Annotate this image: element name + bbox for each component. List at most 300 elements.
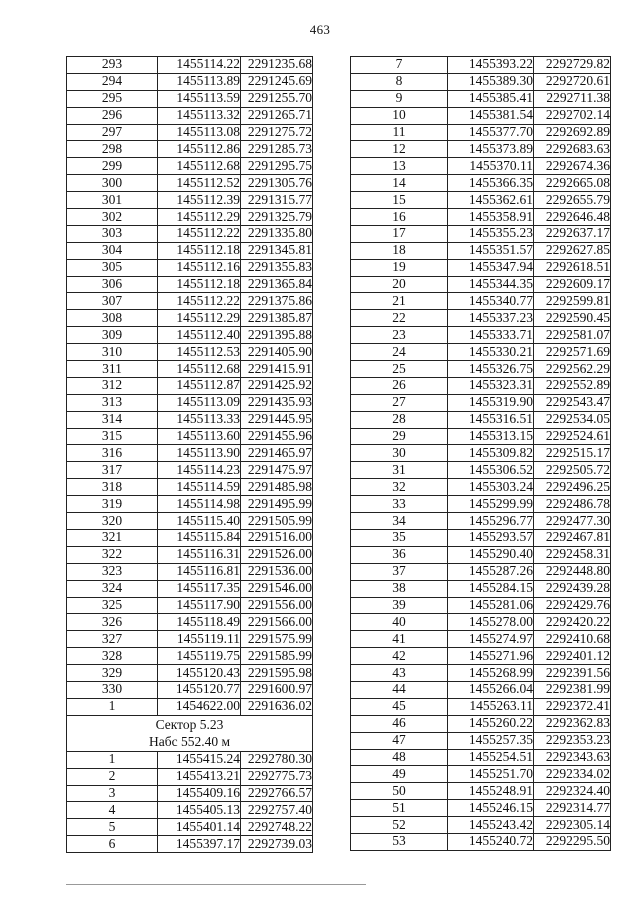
y-coordinate-cell: 2292627.85 (534, 242, 611, 259)
table-row (67, 751, 313, 768)
point-number-cell: 324 (67, 580, 158, 597)
y-coordinate-cell: 2292766.57 (241, 785, 313, 802)
x-coordinate-cell: 1455393.22 (448, 57, 534, 74)
point-number-cell: 28 (351, 411, 448, 428)
x-coordinate-cell: 1454622.00 (158, 698, 241, 715)
point-number-cell: 302 (67, 209, 158, 226)
x-coordinate-cell: 1455112.53 (158, 344, 241, 361)
y-coordinate-cell: 2292665.08 (534, 175, 611, 192)
y-coordinate-cell: 2292748.22 (241, 819, 313, 836)
table-row (67, 293, 313, 310)
x-coordinate-cell: 1455257.35 (448, 732, 534, 749)
table-row (67, 665, 313, 682)
y-coordinate-cell: 2292562.29 (534, 361, 611, 378)
point-number-cell: 326 (67, 614, 158, 631)
x-coordinate-cell: 1455112.16 (158, 259, 241, 276)
x-coordinate-cell: 1455405.13 (158, 802, 241, 819)
y-coordinate-cell: 2291575.99 (241, 631, 313, 648)
x-coordinate-cell: 1455303.24 (448, 479, 534, 496)
y-coordinate-cell: 2291495.99 (241, 496, 313, 513)
point-number-cell: 317 (67, 462, 158, 479)
y-coordinate-cell: 2291516.00 (241, 529, 313, 546)
sector-header (67, 715, 313, 751)
point-number-cell: 26 (351, 377, 448, 394)
point-number-cell: 51 (351, 800, 448, 817)
table-row (351, 715, 611, 732)
y-coordinate-cell: 2292305.14 (534, 817, 611, 834)
point-number-cell: 9 (351, 90, 448, 107)
y-coordinate-cell: 2292739.03 (241, 836, 313, 853)
x-coordinate-cell: 1455306.52 (448, 462, 534, 479)
x-coordinate-cell: 1455112.40 (158, 327, 241, 344)
table-row (67, 768, 313, 785)
x-coordinate-cell: 1455278.00 (448, 614, 534, 631)
point-number-cell: 14 (351, 175, 448, 192)
x-coordinate-cell: 1455326.75 (448, 361, 534, 378)
table-row (351, 631, 611, 648)
point-number-cell: 46 (351, 715, 448, 732)
table-row (67, 836, 313, 853)
y-coordinate-cell: 2292334.02 (534, 766, 611, 783)
sector-title-cell (67, 715, 313, 751)
y-coordinate-cell: 2292439.28 (534, 580, 611, 597)
table-row (67, 428, 313, 445)
point-number-cell: 316 (67, 445, 158, 462)
table-row (351, 394, 611, 411)
y-coordinate-cell: 2292711.38 (534, 90, 611, 107)
coordinates-table-left (66, 56, 313, 853)
sector-name: Сектор 5.23 (155, 716, 224, 732)
table-row (67, 377, 313, 394)
table-row (67, 681, 313, 698)
y-coordinate-cell: 2291305.76 (241, 175, 313, 192)
y-coordinate-cell: 2291285.73 (241, 141, 313, 158)
x-coordinate-cell: 1455351.57 (448, 242, 534, 259)
x-coordinate-cell: 1455271.96 (448, 648, 534, 665)
x-coordinate-cell: 1455330.21 (448, 344, 534, 361)
x-coordinate-cell: 1455268.99 (448, 665, 534, 682)
point-number-cell: 44 (351, 681, 448, 698)
x-coordinate-cell: 1455116.81 (158, 563, 241, 580)
x-coordinate-cell: 1455333.71 (448, 327, 534, 344)
point-number-cell: 2 (67, 768, 158, 785)
y-coordinate-cell: 2291405.90 (241, 344, 313, 361)
point-number-cell: 52 (351, 817, 448, 834)
table-row (67, 819, 313, 836)
x-coordinate-cell: 1455243.42 (448, 817, 534, 834)
y-coordinate-cell: 2292775.73 (241, 768, 313, 785)
x-coordinate-cell: 1455313.15 (448, 428, 534, 445)
left-table-body-b (67, 751, 313, 852)
y-coordinate-cell: 2291335.80 (241, 225, 313, 242)
point-number-cell: 40 (351, 614, 448, 631)
table-row (67, 175, 313, 192)
point-number-cell: 36 (351, 546, 448, 563)
point-number-cell: 310 (67, 344, 158, 361)
table-row (351, 698, 611, 715)
y-coordinate-cell: 2292353.23 (534, 732, 611, 749)
x-coordinate-cell: 1455362.61 (448, 192, 534, 209)
y-coordinate-cell: 2291566.00 (241, 614, 313, 631)
y-coordinate-cell: 2291395.88 (241, 327, 313, 344)
x-coordinate-cell: 1455316.51 (448, 411, 534, 428)
table-row (67, 631, 313, 648)
table-row (67, 90, 313, 107)
point-number-cell: 22 (351, 310, 448, 327)
y-coordinate-cell: 2292458.31 (534, 546, 611, 563)
point-number-cell: 294 (67, 73, 158, 90)
point-number-cell: 20 (351, 276, 448, 293)
table-row (351, 175, 611, 192)
footer-rule (66, 884, 366, 885)
y-coordinate-cell: 2292515.17 (534, 445, 611, 462)
y-coordinate-cell: 2291355.83 (241, 259, 313, 276)
right-table-body (351, 57, 611, 851)
table-row (67, 513, 313, 530)
x-coordinate-cell: 1455409.16 (158, 785, 241, 802)
y-coordinate-cell: 2291546.00 (241, 580, 313, 597)
point-number-cell: 31 (351, 462, 448, 479)
x-coordinate-cell: 1455112.86 (158, 141, 241, 158)
y-coordinate-cell: 2291636.02 (241, 698, 313, 715)
y-coordinate-cell: 2292381.99 (534, 681, 611, 698)
y-coordinate-cell: 2292581.07 (534, 327, 611, 344)
y-coordinate-cell: 2292599.81 (534, 293, 611, 310)
x-coordinate-cell: 1455120.77 (158, 681, 241, 698)
y-coordinate-cell: 2292637.17 (534, 225, 611, 242)
point-number-cell: 15 (351, 192, 448, 209)
table-row (67, 276, 313, 293)
y-coordinate-cell: 2292683.63 (534, 141, 611, 158)
y-coordinate-cell: 2291425.92 (241, 377, 313, 394)
y-coordinate-cell: 2292448.80 (534, 563, 611, 580)
table-row (67, 310, 313, 327)
table-row (351, 361, 611, 378)
y-coordinate-cell: 2291475.97 (241, 462, 313, 479)
point-number-cell: 313 (67, 394, 158, 411)
table-row (67, 546, 313, 563)
point-number-cell: 37 (351, 563, 448, 580)
y-coordinate-cell: 2292692.89 (534, 124, 611, 141)
table-row (67, 141, 313, 158)
y-coordinate-cell: 2291255.70 (241, 90, 313, 107)
x-coordinate-cell: 1455113.90 (158, 445, 241, 462)
point-number-cell: 307 (67, 293, 158, 310)
table-row (67, 479, 313, 496)
y-coordinate-cell: 2292702.14 (534, 107, 611, 124)
x-coordinate-cell: 1455114.59 (158, 479, 241, 496)
table-row (67, 411, 313, 428)
point-number-cell: 21 (351, 293, 448, 310)
point-number-cell: 3 (67, 785, 158, 802)
y-coordinate-cell: 2292655.79 (534, 192, 611, 209)
table-row (67, 209, 313, 226)
point-number-cell: 318 (67, 479, 158, 496)
point-number-cell: 38 (351, 580, 448, 597)
y-coordinate-cell: 2292362.83 (534, 715, 611, 732)
point-number-cell: 10 (351, 107, 448, 124)
x-coordinate-cell: 1455119.11 (158, 631, 241, 648)
x-coordinate-cell: 1455389.30 (448, 73, 534, 90)
table-row (67, 124, 313, 141)
point-number-cell: 24 (351, 344, 448, 361)
y-coordinate-cell: 2291385.87 (241, 310, 313, 327)
table-row (351, 800, 611, 817)
point-number-cell: 18 (351, 242, 448, 259)
x-coordinate-cell: 1455355.23 (448, 225, 534, 242)
x-coordinate-cell: 1455296.77 (448, 513, 534, 530)
y-coordinate-cell: 2291235.68 (241, 57, 313, 74)
x-coordinate-cell: 1455246.15 (448, 800, 534, 817)
table-row (67, 394, 313, 411)
point-number-cell: 1 (67, 751, 158, 768)
x-coordinate-cell: 1455112.29 (158, 310, 241, 327)
x-coordinate-cell: 1455113.09 (158, 394, 241, 411)
table-row (351, 310, 611, 327)
point-number-cell: 39 (351, 597, 448, 614)
x-coordinate-cell: 1455385.41 (448, 90, 534, 107)
point-number-cell: 6 (67, 836, 158, 853)
x-coordinate-cell: 1455119.75 (158, 648, 241, 665)
x-coordinate-cell: 1455373.89 (448, 141, 534, 158)
point-number-cell: 303 (67, 225, 158, 242)
y-coordinate-cell: 2291585.99 (241, 648, 313, 665)
y-coordinate-cell: 2291526.00 (241, 546, 313, 563)
table-row (351, 445, 611, 462)
point-number-cell: 319 (67, 496, 158, 513)
y-coordinate-cell: 2292314.77 (534, 800, 611, 817)
table-row (67, 462, 313, 479)
point-number-cell: 296 (67, 107, 158, 124)
y-coordinate-cell: 2292477.30 (534, 513, 611, 530)
point-number-cell: 330 (67, 681, 158, 698)
x-coordinate-cell: 1455112.87 (158, 377, 241, 394)
point-number-cell: 304 (67, 242, 158, 259)
point-number-cell: 299 (67, 158, 158, 175)
point-number-cell: 33 (351, 496, 448, 513)
y-coordinate-cell: 2292552.89 (534, 377, 611, 394)
table-row (67, 802, 313, 819)
x-coordinate-cell: 1455112.52 (158, 175, 241, 192)
point-number-cell: 323 (67, 563, 158, 580)
y-coordinate-cell: 2291595.98 (241, 665, 313, 682)
table-row (67, 73, 313, 90)
x-coordinate-cell: 1455116.31 (158, 546, 241, 563)
table-row (67, 648, 313, 665)
y-coordinate-cell: 2292420.22 (534, 614, 611, 631)
point-number-cell: 42 (351, 648, 448, 665)
x-coordinate-cell: 1455112.22 (158, 225, 241, 242)
x-coordinate-cell: 1455366.35 (448, 175, 534, 192)
x-coordinate-cell: 1455281.06 (448, 597, 534, 614)
y-coordinate-cell: 2292590.45 (534, 310, 611, 327)
point-number-cell: 308 (67, 310, 158, 327)
y-coordinate-cell: 2292618.51 (534, 259, 611, 276)
point-number-cell: 32 (351, 479, 448, 496)
table-row (67, 614, 313, 631)
table-row (351, 276, 611, 293)
table-row (351, 665, 611, 682)
y-coordinate-cell: 2292729.82 (534, 57, 611, 74)
x-coordinate-cell: 1455113.32 (158, 107, 241, 124)
table-row (67, 361, 313, 378)
y-coordinate-cell: 2291600.97 (241, 681, 313, 698)
point-number-cell: 23 (351, 327, 448, 344)
x-coordinate-cell: 1455323.31 (448, 377, 534, 394)
table-row (351, 124, 611, 141)
x-coordinate-cell: 1455118.49 (158, 614, 241, 631)
y-coordinate-cell: 2291485.98 (241, 479, 313, 496)
y-coordinate-cell: 2292505.72 (534, 462, 611, 479)
point-number-cell: 300 (67, 175, 158, 192)
point-number-cell: 17 (351, 225, 448, 242)
y-coordinate-cell: 2291556.00 (241, 597, 313, 614)
point-number-cell: 295 (67, 90, 158, 107)
point-number-cell: 4 (67, 802, 158, 819)
y-coordinate-cell: 2291536.00 (241, 563, 313, 580)
y-coordinate-cell: 2291295.75 (241, 158, 313, 175)
coordinates-table-right (350, 56, 611, 851)
point-number-cell: 43 (351, 665, 448, 682)
table-row (351, 209, 611, 226)
table-row (351, 529, 611, 546)
table-row (351, 614, 611, 631)
table-row (67, 563, 313, 580)
table-row (67, 580, 313, 597)
point-number-cell: 305 (67, 259, 158, 276)
table-row (67, 445, 313, 462)
point-number-cell: 45 (351, 698, 448, 715)
y-coordinate-cell: 2292757.40 (241, 802, 313, 819)
point-number-cell: 35 (351, 529, 448, 546)
table-row (351, 192, 611, 209)
x-coordinate-cell: 1455113.59 (158, 90, 241, 107)
x-coordinate-cell: 1455117.35 (158, 580, 241, 597)
x-coordinate-cell: 1455260.22 (448, 715, 534, 732)
table-row (67, 192, 313, 209)
x-coordinate-cell: 1455114.23 (158, 462, 241, 479)
y-coordinate-cell: 2292410.68 (534, 631, 611, 648)
x-coordinate-cell: 1455115.84 (158, 529, 241, 546)
x-coordinate-cell: 1455113.08 (158, 124, 241, 141)
table-row (351, 462, 611, 479)
point-number-cell: 297 (67, 124, 158, 141)
y-coordinate-cell: 2292524.61 (534, 428, 611, 445)
point-number-cell: 311 (67, 361, 158, 378)
table-row (351, 428, 611, 445)
x-coordinate-cell: 1455120.43 (158, 665, 241, 682)
x-coordinate-cell: 1455358.91 (448, 209, 534, 226)
table-row (351, 411, 611, 428)
x-coordinate-cell: 1455112.68 (158, 158, 241, 175)
table-row (67, 785, 313, 802)
y-coordinate-cell: 2292496.25 (534, 479, 611, 496)
x-coordinate-cell: 1455284.15 (448, 580, 534, 597)
point-number-cell: 1 (67, 698, 158, 715)
y-coordinate-cell: 2291325.79 (241, 209, 313, 226)
table-row (67, 259, 313, 276)
point-number-cell: 34 (351, 513, 448, 530)
page-number: 463 (309, 22, 331, 37)
point-number-cell: 325 (67, 597, 158, 614)
table-row (67, 698, 313, 715)
y-coordinate-cell: 2292401.12 (534, 648, 611, 665)
point-number-cell: 50 (351, 783, 448, 800)
x-coordinate-cell: 1455117.90 (158, 597, 241, 614)
point-number-cell: 306 (67, 276, 158, 293)
y-coordinate-cell: 2292571.69 (534, 344, 611, 361)
left-table-body-a (67, 57, 313, 716)
point-number-cell: 320 (67, 513, 158, 530)
x-coordinate-cell: 1455397.17 (158, 836, 241, 853)
table-row (351, 496, 611, 513)
y-coordinate-cell: 2291275.72 (241, 124, 313, 141)
y-coordinate-cell: 2292534.05 (534, 411, 611, 428)
point-number-cell: 8 (351, 73, 448, 90)
y-coordinate-cell: 2291445.95 (241, 411, 313, 428)
y-coordinate-cell: 2291365.84 (241, 276, 313, 293)
x-coordinate-cell: 1455344.35 (448, 276, 534, 293)
x-coordinate-cell: 1455248.91 (448, 783, 534, 800)
x-coordinate-cell: 1455114.98 (158, 496, 241, 513)
y-coordinate-cell: 2292429.76 (534, 597, 611, 614)
x-coordinate-cell: 1455299.99 (448, 496, 534, 513)
point-number-cell: 301 (67, 192, 158, 209)
x-coordinate-cell: 1455115.40 (158, 513, 241, 530)
x-coordinate-cell: 1455381.54 (448, 107, 534, 124)
y-coordinate-cell: 2292324.40 (534, 783, 611, 800)
point-number-cell: 312 (67, 377, 158, 394)
x-coordinate-cell: 1455112.39 (158, 192, 241, 209)
x-coordinate-cell: 1455319.90 (448, 394, 534, 411)
table-row (351, 225, 611, 242)
point-number-cell: 315 (67, 428, 158, 445)
point-number-cell: 30 (351, 445, 448, 462)
table-row (67, 529, 313, 546)
point-number-cell: 16 (351, 209, 448, 226)
x-coordinate-cell: 1455370.11 (448, 158, 534, 175)
x-coordinate-cell: 1455337.23 (448, 310, 534, 327)
table-row (351, 242, 611, 259)
table-row (351, 57, 611, 74)
sector-height: Набс 552.40 м (148, 734, 231, 750)
x-coordinate-cell: 1455413.21 (158, 768, 241, 785)
table-row (67, 242, 313, 259)
y-coordinate-cell: 2291265.71 (241, 107, 313, 124)
table-row (351, 833, 611, 850)
point-number-cell: 7 (351, 57, 448, 74)
x-coordinate-cell: 1455266.04 (448, 681, 534, 698)
point-number-cell: 48 (351, 749, 448, 766)
y-coordinate-cell: 2292674.36 (534, 158, 611, 175)
point-number-cell: 47 (351, 732, 448, 749)
point-number-cell: 309 (67, 327, 158, 344)
table-row (67, 344, 313, 361)
point-number-cell: 19 (351, 259, 448, 276)
point-number-cell: 53 (351, 833, 448, 850)
x-coordinate-cell: 1455290.40 (448, 546, 534, 563)
y-coordinate-cell: 2291505.99 (241, 513, 313, 530)
x-coordinate-cell: 1455114.22 (158, 57, 241, 74)
table-row (67, 225, 313, 242)
table-row (351, 344, 611, 361)
table-row (351, 141, 611, 158)
y-coordinate-cell: 2292372.41 (534, 698, 611, 715)
table-row (351, 563, 611, 580)
point-number-cell: 293 (67, 57, 158, 74)
x-coordinate-cell: 1455263.11 (448, 698, 534, 715)
x-coordinate-cell: 1455347.94 (448, 259, 534, 276)
